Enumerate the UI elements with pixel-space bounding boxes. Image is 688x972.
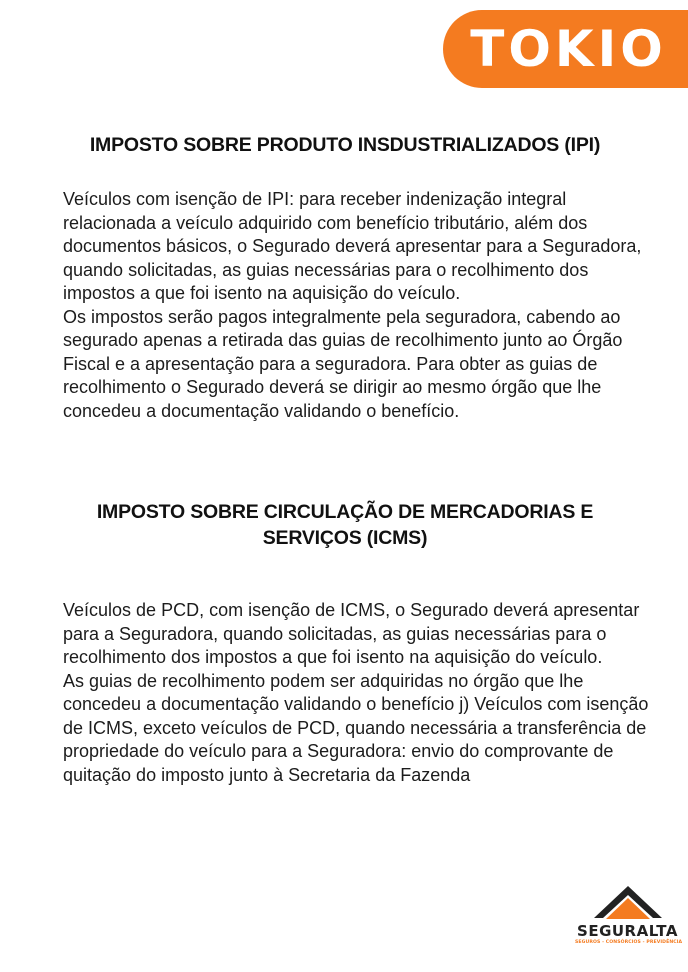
seguralta-logo — [575, 884, 683, 956]
tokio-logo-badge — [443, 10, 688, 88]
icms-heading-line-1: IMPOSTO SOBRE CIRCULAÇÃO DE MERCADORIAS E — [96, 501, 594, 523]
tokio-logo-text: TOKIO — [470, 20, 667, 78]
ipi-section-body — [63, 188, 663, 423]
ipi-paragraph-1: Veículos com isenção de IPI: para receber indenização integral relacionada a veículo adquirido com benefício tributário, além dos documentos básicos, o Segurado deverá apresentar para a Seguradora, quando solicitadas, as guias necessárias para o recolhimento dos impostos a que foi isento na aquisição do veículo. — [63, 189, 642, 303]
roof-icon — [593, 884, 663, 922]
icms-section-body — [63, 599, 663, 787]
icms-section-heading — [40, 499, 650, 551]
icms-heading-line-2: SERVIÇOS (ICMS) — [262, 527, 428, 549]
ipi-section-heading: IMPOSTO SOBRE PRODUTO INSDUSTRIALIZADOS (IPI) — [89, 134, 601, 156]
icms-paragraph-1: Veículos de PCD, com isenção de ICMS, o Segurado deverá apresentar para a Seguradora, quando solicitadas, as guias necessárias para o recolhimento dos impostos a que foi isento na aquisição do veículo. — [63, 600, 640, 667]
icms-paragraph-2: As guias de recolhimento podem ser adquiridas no órgão que lhe concedeu a documentação validando o benefício j) Veículos com isenção de ICMS, exceto veículos de PCD, quando necessária a transferência de propriedade do veículo para a Seguradora: envio do comprovante de quitação do imposto junto à Secretaria da Fazenda — [63, 670, 649, 785]
seguralta-tagline: SEGUROS - CONSÓRCIOS - PREVIDÊNCIA — [575, 940, 683, 945]
seguralta-name: SEGURALTA — [577, 922, 678, 940]
ipi-paragraph-2: Os impostos serão pagos integralmente pela seguradora, cabendo ao segurado apenas a retirada das guias de recolhimento junto ao Órgão Fiscal e a apresentação para a seguradora. Para obter as guias de recolhimento o Segurado deverá se dirigir ao mesmo órgão que lhe concedeu a documentação validando o benefício. — [63, 306, 623, 421]
